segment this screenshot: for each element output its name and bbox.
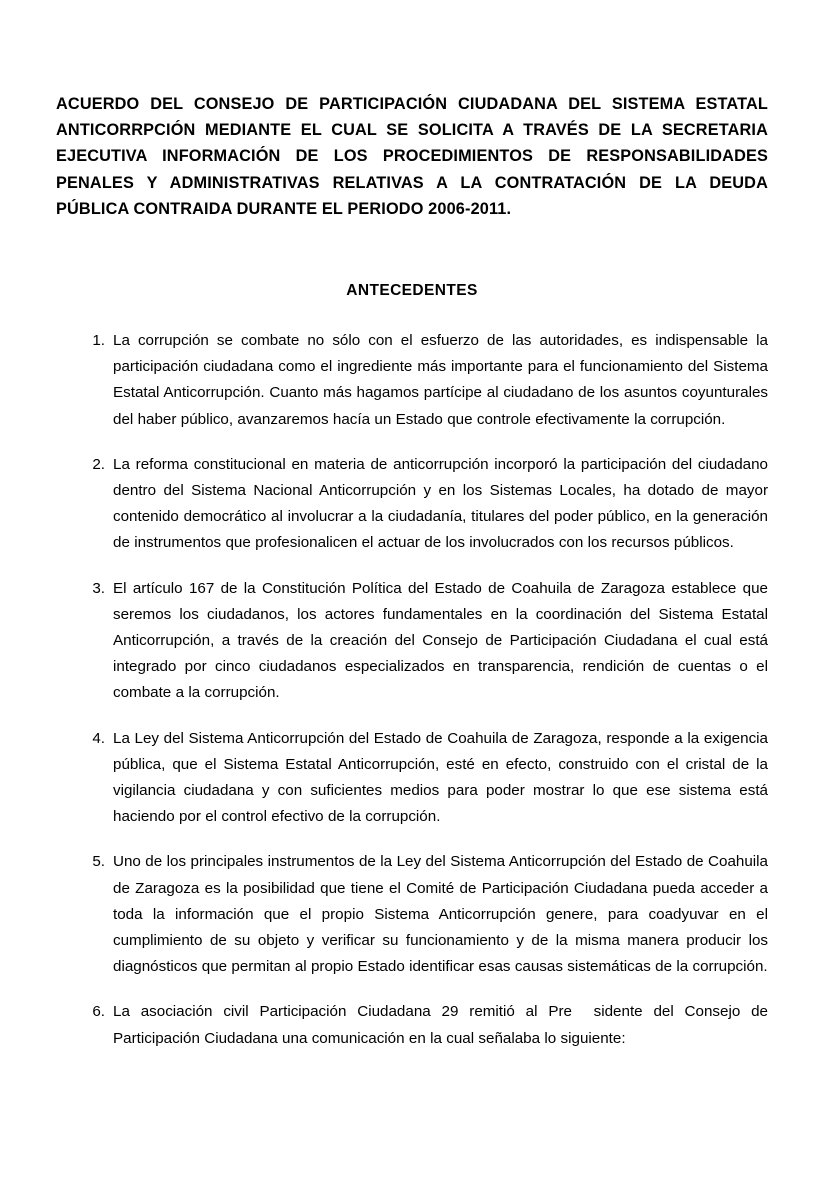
list-item-number: 4. [92, 729, 105, 747]
list-item-text: Uno de los principales instrumentos de la Ley del Sistema Anticorrupción del Estado de Coahuila de Zaragoza es la posibilidad que tiene el Comité de Participación Ciudadana pueda acceder a toda la información que el propio Sistema Anticorrupción genere, para coadyuvar en el cumplimiento de su objeto y verificar su funcionamiento y de la misma manera producir los diagnósticos que permitan al propio Estado identificar esas causas sistemáticas de la corrupción. [113, 853, 773, 976]
list-item-text: La Ley del Sistema Anticorrupción del Estado de Coahuila de Zaragoza, responde a la exigencia pública, que el Sistema Estatal Anticorrupción, esté en efecto, construido con el cristal de la vigilancia ciudadana y con suficientes medios para poder mostrar lo que ese sistema está haciendo por el control efectivo de la corrupción. [113, 729, 773, 826]
list-item-number: 3. [92, 579, 105, 597]
list-item [56, 849, 773, 980]
list-item-number: 1. [92, 332, 105, 349]
list-item-number: 5. [92, 853, 105, 871]
list-item-text: La asociación civil Participación Ciudadana 29 remitió al Pre sidente del Consejo de Participación Ciudadana una comunicación en la cual señalaba lo siguiente: [113, 1003, 773, 1047]
list-item-number: 6. [92, 1003, 105, 1021]
list-item-text: La reforma constitucional en materia de anticorrupción incorporó la participación del ciudadano dentro del Sistema Nacional Anticorrupción y en los Sistemas Locales, ha dotado de mayor contenido democrático al involucrar a la ciudadanía, titulares del poder público, en la generación de instrumentos que profesionalicen el actuar de los involucrados con los recursos públicos. [113, 455, 773, 552]
list-item-text: El artículo 167 de la Constitución Política del Estado de Coahuila de Zaragoza establece que seremos los ciudadanos, los actores fundamentales en la coordinación del Sistema Estatal Anticorrupción, a través de la creación del Consejo de Participación Ciudadana el cual está integrado por cinco ciudadanos especializados en transparencia, rendición de cuentas o el combate a la corrupción. [113, 579, 777, 702]
list-item [56, 726, 773, 831]
list-item-number: 2. [92, 455, 105, 473]
page-title: ACUERDO DEL CONSEJO DE PARTICIPACIÓN CIUDADANA DEL SISTEMA ESTATAL ANTICORRPCIÓN MEDIANTE EL CUAL SE SOLICITA A TRAVÉS DE LA SECRETARIA EJECUTIVA INFORMACIÓN DE LOS PROCEDIMIENTOS DE RESPONSABILIDADES PENALES Y ADMINISTRATIVAS RELATIVAS A LA CONTRATACIÓN DE LA DEUDA PÚBLICA CONTRAIDA DURANTE EL PERIODO 2006-2011. [56, 94, 773, 218]
list-item [56, 999, 773, 1051]
antecedentes-list [56, 328, 777, 1071]
section-heading-antecedentes: ANTECEDENTES [346, 282, 478, 299]
list-item [56, 576, 777, 707]
list-item-text: La corrupción se combate no sólo con el esfuerzo de las autoridades, es indispensable la participación ciudadana como el ingrediente más importante para el funcionamiento del Sistema Estatal Anticorrupción. Cuanto más hagamos partícipe al ciudadano de los asuntos coyunturales del haber público, avanzaremos hacía un Estado que controle efectivamente la corrupción. [113, 332, 773, 428]
list-item [56, 328, 773, 433]
list-item [56, 452, 773, 557]
